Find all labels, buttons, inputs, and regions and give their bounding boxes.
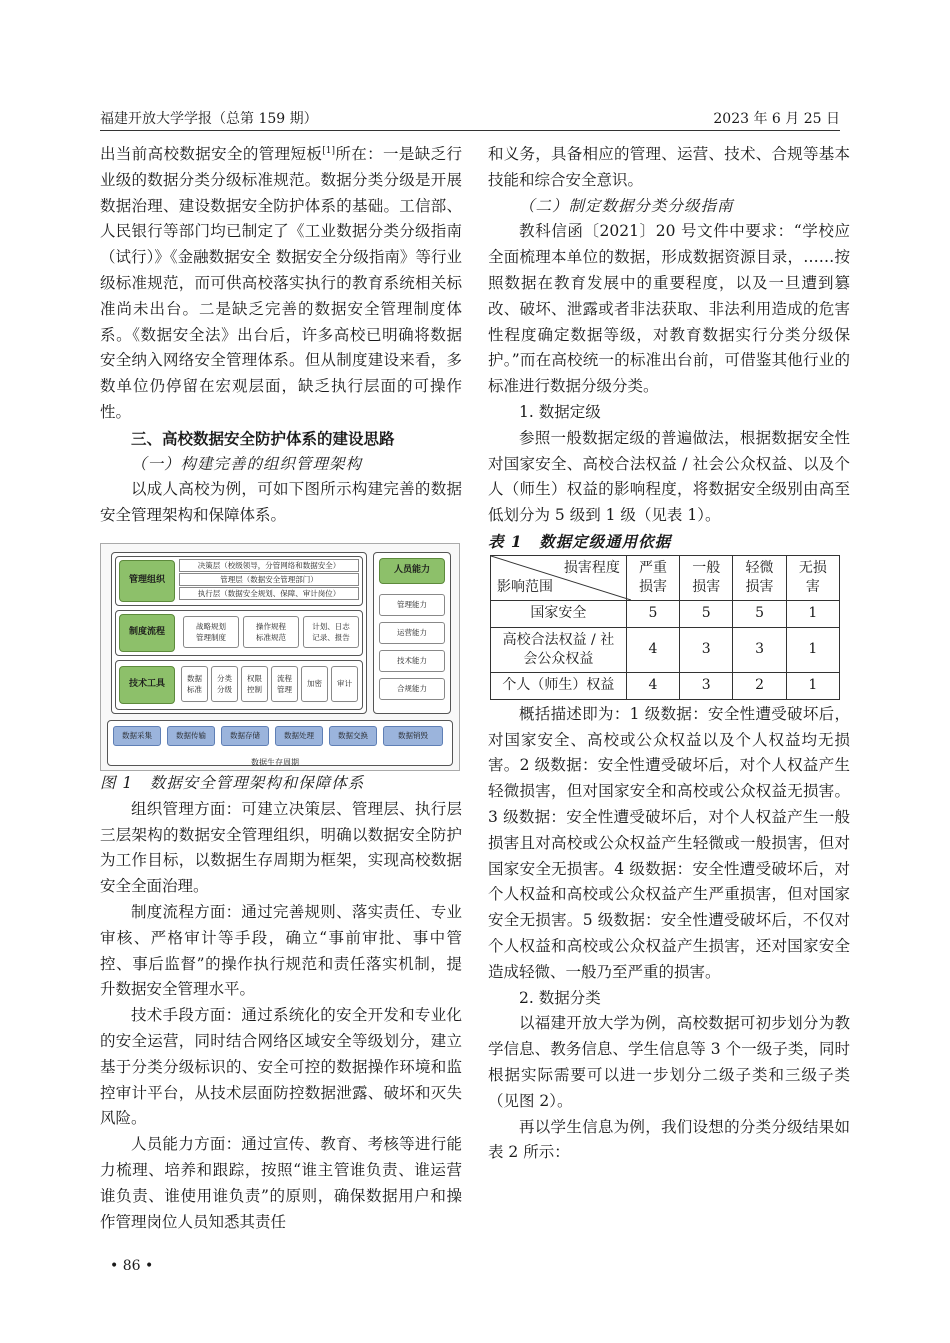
tech-cell: 数据 标准 xyxy=(181,666,208,702)
corner-bottom-label: 影响范围 xyxy=(497,578,553,595)
lifecycle-stage: 数据交换 xyxy=(329,726,377,746)
system-cell: 计划、日志 记录、报告 xyxy=(303,616,359,648)
lifecycle-stage: 数据销毁 xyxy=(383,726,443,746)
section-heading: 三、高校数据安全防护体系的建设思路 xyxy=(131,428,395,448)
paragraph: 人员能力方面：通过宣传、教育、考核等进行能力梳理、培养和跟踪，按照“谁主管谁负责、谁运营谁负责、谁使用谁负责”的原则，确保数据用户和操作管理岗位人员知悉其责任 xyxy=(100,1135,462,1231)
row-label: 国家安全 xyxy=(491,600,627,627)
people-cell: 运营能力 xyxy=(379,622,445,644)
numbered-heading: 2. 数据分类 xyxy=(519,988,601,1007)
system-label: 制度流程 xyxy=(119,614,175,652)
table-corner-cell xyxy=(491,555,627,600)
paragraph: 组织管理方面：可建立决策层、管理层、执行层三层架构的数据安全管理组织，明确以数据安全防护为工作目标，以数据生存周期为框架，实现高校数据安全全面治理。 xyxy=(100,799,462,896)
table-cell: 3 xyxy=(680,627,733,672)
org-layer-decision: 决策层（校级领导，分管网络和数据安全） xyxy=(179,559,359,572)
tech-cell: 权限 控制 xyxy=(241,666,268,702)
paragraph: 制度流程方面：通过完善规则、落实责任、专业审核、严格审计等手段，确立“事前审批、事中管控、事后监督”的操作执行规范和责任落实机制，提升数据安全管理水平。 xyxy=(100,902,462,999)
table-cell: 5 xyxy=(733,600,786,627)
tech-cell: 分类 分级 xyxy=(211,666,238,702)
paragraph: 技术手段方面：通过系统化的安全开发和专业化的安全运营，同时结合网络区域安全等级划分，建立基于分类分级标识的、安全可控的数据操作环境和监控审计平台，从技术层面防控数据泄露、破坏和灭失风险。 xyxy=(100,1006,462,1128)
table-cell: 2 xyxy=(733,672,786,699)
page-number: • 86 • xyxy=(110,1258,154,1274)
paragraph: 以福建开放大学为例，高校数据可初步划分为教学信息、教务信息、学生信息等 3 个一级子类，同时根据实际需要可以进一步划分二级子类和三级子类（见图 2）。 xyxy=(488,1014,850,1110)
citation: [1] xyxy=(322,145,335,156)
table-header: 轻微 损害 xyxy=(733,555,786,600)
people-cell: 合规能力 xyxy=(379,678,445,700)
paragraph: 以成人高校为例，可如下图所示构建完善的数据安全管理架构和保障体系。 xyxy=(100,480,462,525)
lifecycle-stage: 数据存储 xyxy=(221,726,269,746)
lifecycle-label: 数据生存周期 xyxy=(251,757,299,767)
paragraph: 出当前高校数据安全的管理短板[1]所在：一是缺乏行业级的数据分类分级标准规范。数据分类分级是开展数据治理、建设数据安全防护体系的基础。工信部、人民银行等部门均已制定了《工业数据分类分级指南（试行）》《金融数据安全 数据安全分级指南》等行业级标准规范，而可供高校落实执行的教育系统相关标准尚未出台。二是缺乏完善的数据安全管理制度体系。《数据安全法》出台后，许多高校已明确将数据安全纳入网络安全管理体系。但从制度建设来看，多数单位仍停留在宏观层面，缺乏执行层面的可操作性。 xyxy=(100,145,462,421)
paragraph: 和义务，具备相应的管理、运营、技术、合规等基本技能和综合安全意识。 xyxy=(488,145,850,189)
org-label: 管理组织 xyxy=(119,560,175,602)
org-layer-execute: 执行层（数据安全规划、保障、审计岗位） xyxy=(179,587,359,600)
people-label: 人员能力 xyxy=(379,558,445,584)
tech-cell: 流程 管理 xyxy=(271,666,298,702)
tech-cell: 加密 xyxy=(301,666,328,702)
org-layer-manage: 管理层（数据安全管理部门） xyxy=(179,573,359,586)
table-row xyxy=(491,627,840,672)
grading-table xyxy=(490,555,840,700)
header-divider xyxy=(100,130,840,131)
system-cell: 战略规划 管理制度 xyxy=(183,616,239,648)
table-cell: 1 xyxy=(786,600,839,627)
system-cell: 操作规程 标准规范 xyxy=(243,616,299,648)
table-header-row xyxy=(491,555,840,600)
table-cell: 1 xyxy=(786,672,839,699)
table-header: 无损 害 xyxy=(786,555,839,600)
table-cell: 5 xyxy=(626,600,679,627)
paragraph: 参照一般数据定级的普遍做法，根据数据安全性对国家安全、高校合法权益 / 社会公众权益、以及个人（师生）权益的影响程度，将数据安全级别由高至低划分为 5 级到 1 级（见表 1）。 xyxy=(488,428,850,525)
table-cell: 4 xyxy=(626,627,679,672)
table-cell: 1 xyxy=(786,627,839,672)
left-column xyxy=(100,142,462,1235)
paragraph: 教科信函〔2021〕20 号文件中要求：“学校应全面梳理本单位的数据，形成数据资源目录，……按照数据在教育发展中的重要程度，以及一旦遭到篡改、破坏、泄露或者非法获取、非法利用造成的危害性程度确定数据等级，对教育数据实行分类分级保护。”而在高校统一的标准出台前，可借鉴其他行业的标准进行数据分级分类。 xyxy=(488,222,850,396)
figure-1 xyxy=(100,543,460,771)
table-cell: 3 xyxy=(733,627,786,672)
people-cell: 技术能力 xyxy=(379,650,445,672)
table-cell: 5 xyxy=(680,600,733,627)
lifecycle-stage: 数据处理 xyxy=(275,726,323,746)
table-header: 严重 损害 xyxy=(626,555,679,600)
journal-name: 福建开放大学学报（总第 159 期） xyxy=(100,111,318,127)
tech-cell: 审计 xyxy=(331,666,358,702)
lifecycle-stage: 数据采集 xyxy=(113,726,161,746)
row-label: 个人（师生）权益 xyxy=(491,672,627,699)
table-title: 表 1 数据定级通用依据 xyxy=(488,531,672,551)
table-cell: 3 xyxy=(680,672,733,699)
row-label: 高校合法权益 / 社会公众权益 xyxy=(491,627,627,672)
subsection-heading: （一）构建完善的组织管理架构 xyxy=(131,454,363,473)
lifecycle-stage: 数据传输 xyxy=(167,726,215,746)
table-row xyxy=(491,600,840,627)
table-row xyxy=(491,672,840,699)
people-cell: 管理能力 xyxy=(379,594,445,616)
right-column xyxy=(488,142,850,1166)
table-header: 一般 损害 xyxy=(680,555,733,600)
corner-top-label: 损害程度 xyxy=(563,559,620,576)
numbered-heading: 1. 数据定级 xyxy=(519,402,601,421)
table-cell: 4 xyxy=(626,672,679,699)
paragraph: 再以学生信息为例，我们设想的分类分级结果如表 2 所示： xyxy=(488,1117,850,1162)
paragraph: 概括描述即为：1 级数据：安全性遭受破坏后，对国家安全、高校或公众权益以及个人权益均无损害。2 级数据：安全性遭受破坏后，对个人权益产生轻微损害，但对国家安全和高校或公众权益无损害。3 级数据：安全性遭受破坏后，对个人权益产生一般损害且对高校或公众权益产生轻微或一般损害，但对国家安全无损害。4 级数据：安全性遭受破坏后，对个人权益和高校或公众权益产生严重损害，但对国家安全无损害。5 级数据：安全性遭受破坏后，不仅对个人权益和高校或公众权益产生损害，还对国家安全造成轻微、一般乃至严重的损害。 xyxy=(488,704,850,981)
figure-caption: 图 1 数据安全管理架构和保障体系 xyxy=(100,773,365,792)
tech-label: 技术工具 xyxy=(119,666,175,704)
issue-date: 2023 年 6 月 25 日 xyxy=(713,111,840,127)
subsection-heading: （二）制定数据分类分级指南 xyxy=(519,196,734,215)
